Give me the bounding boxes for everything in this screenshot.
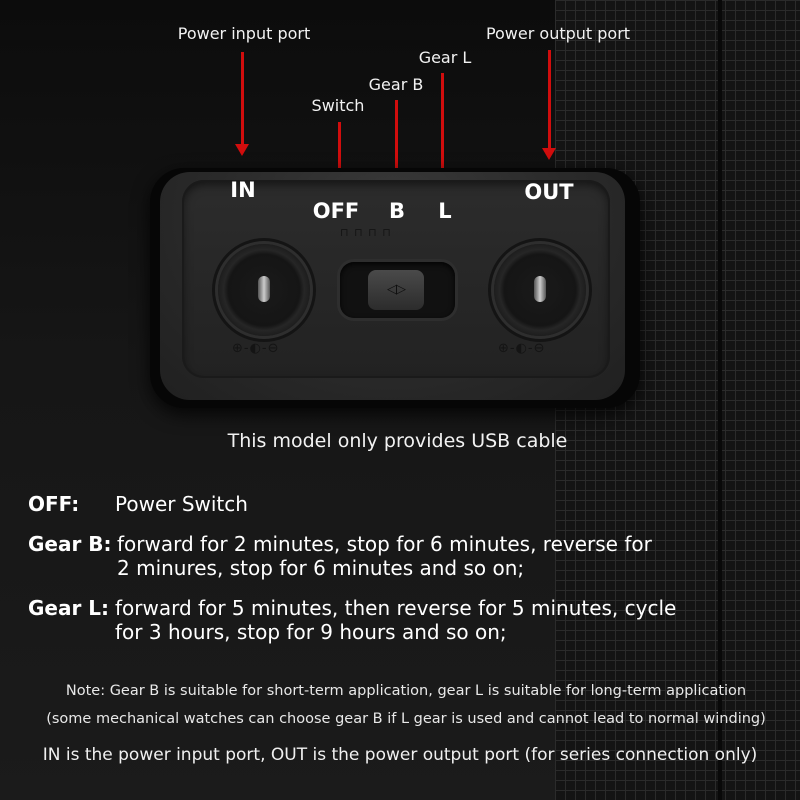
background-divider <box>718 0 722 800</box>
mode-gear-b-line1: forward for 2 minutes, stop for 6 minutes, reverse for <box>117 532 652 556</box>
mode-gear-l-line1: forward for 5 minutes, then reverse for 5 minutes, cycle <box>115 596 677 620</box>
switch-knob[interactable]: ◁▷ <box>368 270 424 310</box>
output-polarity-symbol: ⊕-◐-⊖ <box>498 341 546 356</box>
label-b: B <box>388 199 406 223</box>
label-off: OFF <box>312 199 360 223</box>
mode-off-desc: Power Switch <box>115 492 248 516</box>
callout-switch: Switch <box>311 96 365 115</box>
embossed-switch-markings: ⊓ ⊓ ⊓ ⊓ <box>340 226 392 239</box>
mode-switch[interactable] <box>340 262 455 318</box>
mode-gear-b-term: Gear B: <box>28 532 112 556</box>
callout-gear-l: Gear L <box>418 48 472 67</box>
label-out: OUT <box>524 180 574 204</box>
output-jack-pin <box>534 276 546 302</box>
input-polarity-symbol: ⊕-◐-⊖ <box>232 341 280 356</box>
label-l: L <box>438 199 452 223</box>
usb-cable-notice: This model only provides USB cable <box>227 430 568 452</box>
arrow-power-input <box>241 52 244 146</box>
input-jack-pin <box>258 276 270 302</box>
mode-gear-b-line2: 2 minures, stop for 6 minutes and so on; <box>117 556 525 580</box>
arrow-gear-b <box>395 100 398 170</box>
label-in: IN <box>230 178 256 202</box>
power-input-jack[interactable] <box>218 244 310 336</box>
arrow-power-output <box>548 50 551 150</box>
note-line-2: (some mechanical watches can choose gear B if L gear is used and cannot lead to normal winding) <box>46 711 766 727</box>
callout-gear-b: Gear B <box>368 75 424 94</box>
mode-off-term: OFF: <box>28 492 80 516</box>
power-output-jack[interactable] <box>494 244 586 336</box>
arrow-switch <box>338 122 341 170</box>
mode-gear-l-line2: for 3 hours, stop for 9 hours and so on; <box>115 620 507 644</box>
arrow-gear-l <box>441 73 444 170</box>
port-explanation-footer: IN is the power input port, OUT is the power output port (for series connection only) <box>42 745 758 765</box>
mode-gear-l-term: Gear L: <box>28 596 110 620</box>
callout-power-output-port: Power output port <box>485 24 631 43</box>
callout-power-input-port: Power input port <box>177 24 311 43</box>
note-line-1: Note: Gear B is suitable for short-term application, gear L is suitable for long-term application <box>65 683 747 699</box>
